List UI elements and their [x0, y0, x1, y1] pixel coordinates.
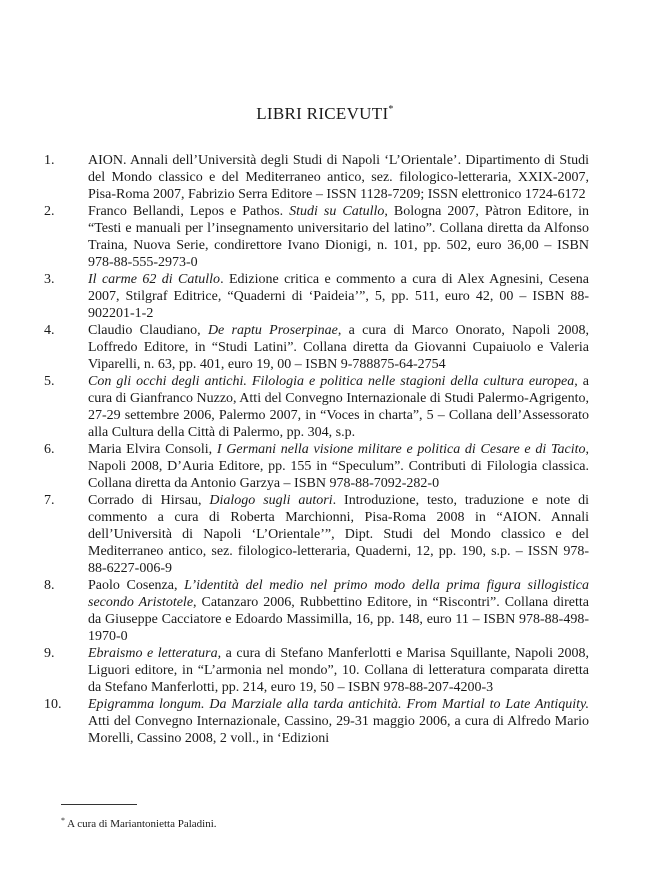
entry-title: Epigramma longum. Da Marziale alla tarda antichità. From Martial to Late Antiquity.	[88, 697, 589, 712]
entry-text	[88, 153, 589, 202]
entry-title: De raptu Proserpinae	[207, 323, 338, 338]
entry-title: Studi su Catullo	[289, 204, 385, 219]
entry-segment: . Introduzione, testo, traduzione e note di commento a cura di Roberta Marchionni, Pisa-Roma 2008 in “AION. Annali dell’Università di Napoli ‘L’Orientale’”, Dipt. Studi del Mondo classico e del Mediterraneo antico, sez. filologico-letteraria, Quaderni, 12, pp. 190, s.p. – ISSN 978-88-6227-006-9	[88, 493, 589, 576]
title-text: LIBRI RICEVUTI	[256, 104, 389, 123]
book-entry	[44, 577, 589, 645]
entry-title: L’identità del medio nel primo modo della prima figura sillogistica secondo Aristotele	[88, 578, 589, 610]
entry-title: I Germani nella visione militare e politica di Cesare e di Tacito	[216, 442, 586, 457]
entry-text	[88, 374, 589, 440]
entry-title: Il carme 62 di Catullo	[88, 272, 221, 287]
entry-segment: Maria Elvira Consoli,	[88, 442, 217, 457]
entry-text	[88, 646, 589, 695]
entry-segment: , Napoli 2008, D’Auria Editore, pp. 155 in “Speculum”. Contributi di Filologia classica. Collana diretta da Antonio Garzya – ISBN 978-88-7092-282-0	[88, 442, 589, 491]
footnote	[61, 816, 217, 830]
footnote-mark: *	[61, 816, 65, 825]
entry-number: 4.	[44, 323, 55, 338]
entry-text	[88, 323, 589, 372]
page-title	[0, 104, 650, 124]
entry-segment: Atti del Convegno Internazionale, Cassino, 29-31 maggio 2006, a cura di Alfredo Mario Morelli, Cassino 2008, 2 voll., in ‘Edizioni	[88, 714, 589, 746]
book-entry	[44, 271, 589, 322]
entry-text	[88, 442, 589, 491]
entry-title: Ebraismo e letteratura	[88, 646, 218, 661]
book-entry	[44, 492, 589, 577]
entry-number: 6.	[44, 442, 55, 457]
book-entry	[44, 203, 589, 271]
book-entry	[44, 322, 589, 373]
entry-text	[88, 697, 589, 746]
book-entry	[44, 152, 589, 203]
entry-text	[88, 578, 589, 644]
entry-text	[88, 493, 589, 576]
entry-segment: Claudio Claudiano,	[88, 323, 208, 338]
entry-number: 1.	[44, 153, 55, 168]
entry-segment: Franco Bellandi, Lepos e Pathos.	[88, 204, 290, 219]
entry-title: Dialogo sugli autori	[209, 493, 333, 508]
entry-segment: Corrado di Hirsau,	[88, 493, 210, 508]
entry-segment: , a cura di Marco Onorato, Napoli 2008, Loffredo Editore, in “Studi Latini”. Collana diretta da Giovanni Cupaiuolo e Valeria Viparelli, n. 63, pp. 401, euro 19, 00 – ISBN 9-788875-64-2754	[88, 323, 589, 372]
entry-number: 10.	[44, 697, 62, 712]
entry-number: 3.	[44, 272, 55, 287]
entry-number: 5.	[44, 374, 55, 389]
book-entry	[44, 441, 589, 492]
entry-title: Con gli occhi degli antichi. Filologia e politica nelle stagioni della cultura europea	[88, 374, 575, 389]
entry-segment: , a cura di Stefano Manferlotti e Marisa Squillante, Napoli 2008, Liguori editore, in “L’armonia nel mondo”, 10. Collana di letteratura comparata diretta da Stefano Manferlotti, pp. 214, euro 19, 50 – ISBN 978-88-207-4200-3	[88, 646, 589, 695]
entry-segment: Paolo Cosenza,	[88, 578, 185, 593]
book-list	[44, 152, 589, 747]
footnote-text: A cura di Mariantonietta Paladini.	[67, 818, 217, 830]
entry-number: 8.	[44, 578, 55, 593]
book-entry	[44, 696, 589, 747]
book-entry	[44, 373, 589, 441]
footnote-rule	[61, 804, 137, 805]
book-entry	[44, 645, 589, 696]
entry-number: 7.	[44, 493, 55, 508]
entry-segment: AION. Annali dell’Università degli Studi di Napoli ‘L’Orientale’. Dipartimento di Studi del Mondo classico e del Mediterraneo antico, sez. filologico-letteraria, XXIX-2007, Pisa-Roma 2007, Fabrizio Serra Editore – ISSN 1128-7209; ISSN elettronico 1724-6172	[88, 153, 589, 202]
entry-text	[88, 204, 589, 270]
entry-segment: , Catanzaro 2006, Rubbettino Editore, in “Riscontri”. Collana diretta da Giuseppe Cacciatore e Edoardo Massimilla, 16, pp. 148, euro 11 – ISBN 978-88-498-1970-0	[88, 595, 590, 644]
title-footnote-mark: *	[388, 104, 394, 115]
entry-number: 2.	[44, 204, 55, 219]
entry-segment: . Edizione critica e commento a cura di Alex Agnesini, Cesena 2007, Stilgraf Editrice, “Quaderni di ‘Paideia’”, 5, pp. 511, euro 42, 00 – ISBN 88-902201-1-2	[88, 272, 589, 321]
entry-text	[88, 272, 589, 321]
entry-segment: , Bologna 2007, Pàtron Editore, in “Testi e manuali per l’insegnamento universitario del latino”. Collana diretta da Alfonso Traina, Nuova Serie, condirettore Ivano Dionigi, n. 101, pp. 502, euro 36,00 – ISBN 978-88-555-2973-0	[88, 204, 590, 270]
entry-segment: , a cura di Gianfranco Nuzzo, Atti del Convegno Internazionale di Studi Palermo-Agrigento, 27-29 settembre 2006, Palermo 2007, in “Voces in charta”, 5 – Collana dell’Assessorato alla Cultura della Città di Palermo, pp. 304, s.p.	[88, 374, 589, 440]
entry-number: 9.	[44, 646, 55, 661]
